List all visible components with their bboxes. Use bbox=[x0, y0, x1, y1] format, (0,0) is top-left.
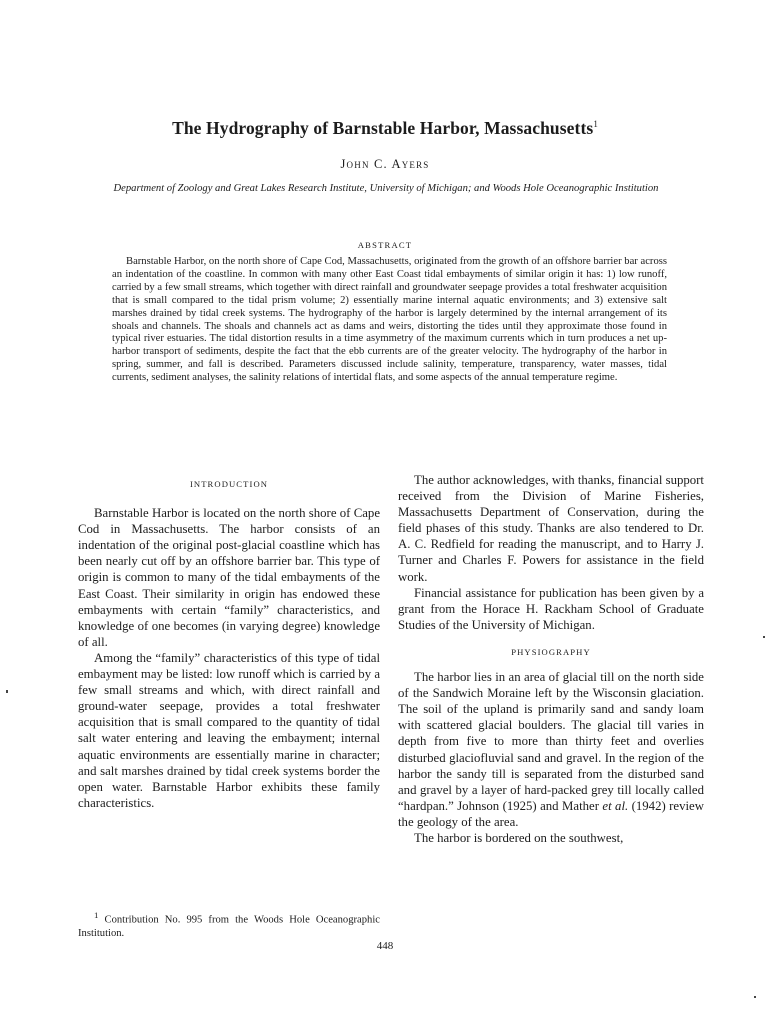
introduction-heading: INTRODUCTION bbox=[189, 479, 269, 489]
introduction-paragraph: Among the “family” characteristics of this type of tidal embayment may be listed: low runoff which is carried by a few small streams and which, with direct rainfall and ground-water seepage, provides a total freshwater acquisition that is small compared to the quantity of tidal salt water entering and leaving the embayment; internal aquatic environments are essentially marine in character; and salt marshes drained by tidal creek systems border the open water. Barnstable Harbor exhibits these family characteristics. bbox=[78, 650, 380, 810]
footnote bbox=[78, 909, 380, 941]
author-affiliation: Department of Zoology and Great Lakes Research Institute, University of Michigan; and Woods Hole Oceanographic Institution bbox=[113, 183, 659, 194]
physiography-text-end: (1942) review the geology of the area. bbox=[398, 798, 704, 829]
footnote-mark: 1 bbox=[94, 910, 99, 920]
scan-speck bbox=[763, 636, 765, 638]
scan-speck bbox=[6, 690, 8, 693]
article-title bbox=[80, 118, 690, 139]
right-column bbox=[398, 472, 704, 846]
physiography-text: The harbor lies in an area of glacial till on the north side of the Sandwich Moraine left by the Wisconsin glaciation. The soil of the upland is primarily sand and sandy loam with scattered glacial boulders. The glacial till varies in depth from five to more than thirty feet and overlies disturbed glaciofluvial sand and gravel. In the region of the harbor the sandy till is separated from the disturbed sand and gravel by a layer of hard-packed grey till locally called “hardpan.” Johnson (1925) and Mather bbox=[398, 670, 704, 813]
physiography-heading: PHYSIOGRAPHY bbox=[511, 646, 591, 657]
footnote-text: Contribution No. 995 from the Woods Hole Oceanographic Institution. bbox=[78, 914, 380, 940]
page-number: 448 bbox=[376, 940, 394, 952]
acknowledgment-paragraph: Financial assistance for publication has been given by a grant from the Horace H. Rackham School of Graduate Studies of the University of Michigan. bbox=[398, 585, 704, 632]
article-title-text: The Hydrography of Barnstable Harbor, Massachusetts bbox=[172, 118, 594, 138]
physiography-paragraph-next: The harbor is bordered on the southwest, bbox=[414, 830, 624, 845]
physiography-paragraph bbox=[398, 669, 704, 830]
abstract-body bbox=[112, 256, 667, 385]
et-al-text: et al. bbox=[602, 798, 629, 813]
abstract-heading: ABSTRACT bbox=[357, 240, 413, 250]
left-column bbox=[78, 472, 380, 811]
author-name: John C. Ayers bbox=[340, 157, 430, 171]
abstract-text: Barnstable Harbor, on the north shore of Cape Cod, Massachusetts, originated from the growth of an offshore barrier bar across an indentation of the coastline. In common with many other East Coast tidal embayments of similar origin it has: 1) low runoff, carried by a few small streams, which together with direct rainfall and groundwater seepage provides a total freshwater acquisition that is small compared to the tidal prism volume; 2) essentially marine internal aquatic environments; and 3) extensive salt marshes drained by tidal creek systems. The hydrography of the harbor is largely determined by the internal arrangement of its shoals and channels. The shoals and channels act as dams and weirs, distorting the tides until they approximate those found in typical river estuaries. The tidal distortion results in a time asymmetry of the maximum currents which in turn produces a net up-harbor transport of sediments, despite the fact that the ebb currents are of the greater velocity. The hydrography of the harbor in spring, summer, and fall is described. Parameters discussed include salinity, temperature, transparency, water masses, tidal currents, sediment analyses, the salinity relations of intertidal flats, and some aspects of the annual temperature regime. bbox=[112, 256, 667, 384]
introduction-paragraph: Barnstable Harbor is located on the north shore of Cape Cod in Massachusetts. The harbor consists of an indentation of the original post-glacial coastline which has been nearly cut off by an offshore barrier bar. This type of origin is common to many of the tidal embayments of the East Coast. Their similarity in origin has endowed these embayments with certain “family” characteristics, and knowledge of one becomes (in varying degree) knowledge of all. bbox=[78, 506, 380, 649]
acknowledgment-paragraph: The author acknowledges, with thanks, financial support received from the Division of Marine Fisheries, Massachusetts Department of Conservation, during the field phases of this study. Thanks are also tendered to Dr. A. C. Redfield for reading the manuscript, and to Harry J. Turner and Charles F. Powers for assistance in the field work. bbox=[398, 473, 704, 584]
title-footnote-mark: 1 bbox=[593, 119, 598, 130]
footnote-line bbox=[78, 909, 380, 941]
scan-speck bbox=[754, 996, 756, 998]
